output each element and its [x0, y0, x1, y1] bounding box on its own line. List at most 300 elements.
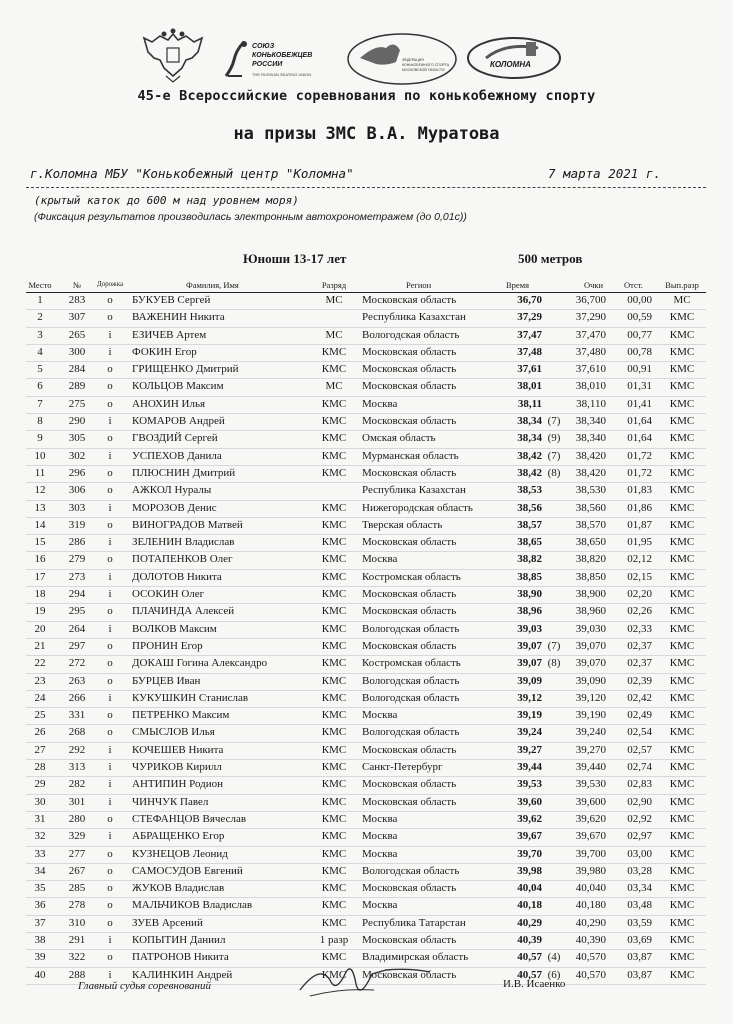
points-cell: 40,040: [575, 882, 606, 895]
rank-cell: КМС: [321, 553, 347, 566]
lane-cell: i: [108, 415, 112, 428]
lane-cell: i: [108, 933, 112, 946]
tiebreak-cell: (6): [547, 968, 561, 981]
gap-cell: 02,97: [627, 830, 652, 843]
bib-number: 322: [68, 951, 86, 964]
performed-rank-cell: КМС: [669, 709, 695, 722]
gap-cell: 02,33: [627, 622, 652, 635]
lane-cell: о: [107, 294, 113, 306]
gap-cell: 02,83: [627, 778, 652, 791]
tiebreak-cell: (7): [547, 415, 561, 428]
coat-of-arms-icon: [140, 28, 206, 84]
lane-cell: i: [108, 778, 112, 791]
region-cell: Московская область: [362, 882, 457, 895]
time-cell: 37,61: [517, 363, 542, 376]
lane-cell: i: [108, 830, 112, 843]
bib-number: 301: [68, 795, 86, 808]
table-row: [26, 656, 706, 673]
athlete-name: ЧИНЧУК Павел: [132, 795, 209, 808]
region-cell: Вологодская область: [362, 864, 460, 877]
rank-cell: КМС: [321, 345, 347, 358]
gap-cell: 00,59: [627, 311, 652, 324]
rank-cell: КМС: [321, 622, 347, 635]
place-cell: 19: [34, 605, 46, 618]
lane-cell: i: [108, 691, 112, 704]
bib-number: 300: [68, 345, 86, 358]
time-cell: 39,62: [517, 812, 542, 825]
table-row: [26, 328, 706, 345]
region-cell: Московская область: [362, 466, 457, 479]
points-cell: 37,470: [575, 328, 606, 341]
bib-number: 273: [68, 570, 86, 583]
performed-rank-cell: КМС: [669, 795, 695, 808]
athlete-name: КОЛЬЦОВ Максим: [132, 380, 224, 393]
region-cell: Московская область: [362, 933, 457, 946]
time-cell: 38,01: [517, 380, 542, 393]
gap-cell: 02,39: [627, 674, 652, 687]
skater-icon: [222, 40, 252, 80]
time-cell: 40,57: [517, 968, 542, 981]
points-cell: 39,240: [575, 726, 606, 739]
age-group: Юноши 13-17 лет: [243, 251, 347, 266]
points-cell: 38,010: [575, 380, 606, 393]
athlete-name: АНТИПИН Родион: [132, 778, 224, 791]
athlete-name: ВИНОГРАДОВ Матвей: [132, 518, 243, 531]
tiebreak-cell: (4): [547, 951, 561, 964]
lane-cell: о: [107, 657, 113, 670]
athlete-name: БУРЦЕВ Иван: [132, 674, 201, 687]
performed-rank-cell: КМС: [669, 899, 695, 912]
table-row: [26, 466, 706, 483]
region-cell: Нижегородская область: [362, 501, 473, 514]
bib-number: 292: [68, 743, 86, 756]
region-cell: Республика Казахстан: [362, 311, 466, 324]
rank-cell: КМС: [321, 882, 347, 895]
region-cell: Вологодская область: [362, 328, 460, 341]
place-cell: 29: [34, 778, 46, 791]
bib-number: 307: [68, 311, 86, 324]
performed-rank-cell: КМС: [669, 588, 695, 601]
athlete-name: САМОСУДОВ Евгений: [132, 864, 243, 877]
place-cell: 25: [34, 709, 46, 722]
table-row: [26, 535, 706, 552]
lane-cell: о: [107, 484, 113, 497]
time-cell: 40,57: [517, 951, 542, 964]
table-row: [26, 812, 706, 829]
athlete-name: ПЛАЧИНДА Алексей: [132, 605, 235, 618]
performed-rank-cell: КМС: [669, 691, 695, 704]
place-cell: 30: [34, 795, 46, 808]
rank-cell: КМС: [321, 847, 347, 860]
points-cell: 40,180: [575, 899, 606, 912]
gap-cell: 01,72: [627, 466, 652, 479]
table-row: [26, 708, 706, 725]
lane-cell: о: [107, 916, 113, 929]
performed-rank-cell: МС: [673, 294, 691, 306]
lane-cell: о: [107, 882, 113, 895]
time-cell: 39,27: [517, 743, 542, 756]
place-cell: 12: [34, 484, 46, 497]
rank-cell: МС: [325, 380, 343, 393]
place-cell: 3: [37, 328, 43, 341]
lane-cell: i: [108, 501, 112, 514]
points-cell: 38,530: [575, 484, 606, 497]
table-header: [26, 278, 706, 292]
athlete-name: ФОКИН Егор: [132, 345, 197, 358]
place-cell: 26: [34, 726, 46, 739]
time-cell: 39,03: [517, 622, 542, 635]
table-row: [26, 916, 706, 933]
time-cell: 39,44: [517, 761, 542, 774]
table-row: [26, 674, 706, 691]
performed-rank-cell: КМС: [669, 363, 695, 376]
performed-rank-cell: КМС: [669, 933, 695, 946]
performed-rank-cell: КМС: [669, 397, 695, 410]
time-cell: 39,60: [517, 795, 542, 808]
lane-cell: i: [108, 622, 112, 635]
place-cell: 21: [34, 639, 46, 652]
athlete-name: ЕЗИЧЕВ Артем: [132, 328, 207, 341]
lane-cell: i: [108, 536, 112, 549]
rank-cell: КМС: [321, 449, 347, 462]
points-cell: 36,700: [575, 294, 606, 306]
rank-cell: КМС: [321, 968, 347, 981]
region-cell: Мурманская область: [362, 449, 459, 462]
tiebreak-cell: (8): [547, 657, 561, 670]
rank-cell: КМС: [321, 864, 347, 877]
time-cell: 39,19: [517, 709, 542, 722]
time-cell: 36,70: [517, 294, 542, 306]
place-cell: 7: [37, 397, 43, 410]
gap-cell: 00,91: [627, 363, 652, 376]
table-row: [26, 483, 706, 500]
athlete-name: ПЕТРЕНКО Максим: [132, 709, 230, 722]
table-row: [26, 449, 706, 466]
place-cell: 15: [34, 536, 46, 549]
place-cell: 14: [34, 518, 46, 531]
region-cell: Вологодская область: [362, 726, 460, 739]
athlete-name: ПРОНИН Егор: [132, 639, 203, 652]
rank-cell: КМС: [321, 726, 347, 739]
lane-cell: i: [108, 449, 112, 462]
performed-rank-cell: КМС: [669, 328, 695, 341]
lane-cell: i: [108, 570, 112, 583]
table-row: [26, 293, 706, 310]
athlete-name: ПОТАПЕНКОВ Олег: [132, 553, 233, 566]
points-cell: 38,850: [575, 570, 606, 583]
athlete-name: ВАЖЕНИН Никита: [132, 311, 225, 324]
gap-cell: 02,37: [627, 657, 652, 670]
bib-number: 310: [68, 916, 86, 929]
region-cell: Костромская область: [362, 657, 461, 670]
time-cell: 40,39: [517, 933, 542, 946]
time-cell: 38,42: [517, 449, 542, 462]
athlete-name: МАЛЬЧИКОВ Владислав: [132, 899, 253, 912]
lane-cell: о: [107, 397, 113, 410]
rank-cell: КМС: [321, 588, 347, 601]
gap-cell: 01,83: [627, 484, 652, 497]
bib-number: 313: [68, 761, 86, 774]
tiebreak-cell: (7): [547, 449, 561, 462]
time-cell: 38,90: [517, 588, 542, 601]
table-row: [26, 933, 706, 950]
table-row: [26, 743, 706, 760]
table-row: [26, 622, 706, 639]
bib-number: 294: [68, 588, 86, 601]
place-cell: 10: [34, 449, 46, 462]
region-cell: Московская область: [362, 605, 457, 618]
place-cell: 22: [34, 657, 46, 670]
place-cell: 4: [37, 345, 43, 358]
union-logo-text: СОЮЗ КОНЬКОБЕЖЦЕВ РОССИИ: [252, 43, 313, 68]
rank-cell: КМС: [321, 830, 347, 843]
points-cell: 38,820: [575, 553, 606, 566]
gap-cell: 02,92: [627, 812, 652, 825]
divider: [26, 187, 706, 188]
table-row: [26, 345, 706, 362]
tiebreak-cell: (9): [547, 432, 561, 445]
rank-cell: КМС: [321, 812, 347, 825]
skating-union-logo: [218, 34, 328, 86]
place-cell: 11: [34, 466, 46, 479]
points-cell: 40,290: [575, 916, 606, 929]
event-date: 7 марта 2021 г.: [548, 166, 661, 181]
athlete-name: ЖУКОВ Владислав: [132, 882, 225, 895]
points-cell: 38,340: [575, 432, 606, 445]
gap-cell: 03,59: [627, 916, 652, 929]
region-cell: Тверская область: [362, 518, 443, 531]
rank-cell: МС: [325, 328, 343, 341]
rank-cell: КМС: [321, 415, 347, 428]
region-cell: Московская область: [362, 536, 457, 549]
gap-cell: 03,00: [627, 847, 652, 860]
gap-cell: 02,57: [627, 743, 652, 756]
bib-number: 282: [68, 778, 86, 791]
bib-number: 279: [68, 553, 86, 566]
lane-cell: i: [108, 968, 112, 981]
place-cell: 5: [37, 363, 43, 376]
table-row: [26, 639, 706, 656]
bib-number: 275: [68, 397, 86, 410]
bib-number: 286: [68, 536, 86, 549]
time-cell: 37,29: [517, 311, 542, 324]
lane-cell: о: [107, 812, 113, 825]
rank-cell: КМС: [321, 536, 347, 549]
gap-cell: 01,72: [627, 449, 652, 462]
lane-cell: о: [107, 674, 113, 687]
rank-cell: КМС: [321, 501, 347, 514]
athlete-name: УСПЕХОВ Данила: [132, 449, 222, 462]
athlete-name: КАЛИНКИН Андрей: [132, 968, 233, 981]
table-row: [26, 587, 706, 604]
athlete-name: КУЗНЕЦОВ Леонид: [132, 847, 228, 860]
bib-number: 303: [68, 501, 86, 514]
time-cell: 37,48: [517, 345, 542, 358]
place-cell: 24: [34, 691, 46, 704]
region-cell: Московская область: [362, 345, 457, 358]
bib-number: 268: [68, 726, 86, 739]
place-cell: 32: [34, 830, 46, 843]
place-cell: 36: [34, 899, 46, 912]
performed-rank-cell: КМС: [669, 536, 695, 549]
region-cell: Вологодская область: [362, 674, 460, 687]
time-cell: 38,34: [517, 415, 542, 428]
region-cell: Московская область: [362, 294, 457, 306]
lane-cell: о: [107, 864, 113, 877]
rank-cell: КМС: [321, 639, 347, 652]
gap-cell: 01,86: [627, 501, 652, 514]
performed-rank-cell: КМС: [669, 830, 695, 843]
bib-number: 296: [68, 466, 86, 479]
time-cell: 39,98: [517, 864, 542, 877]
points-cell: 39,070: [575, 657, 606, 670]
federation-logo-text: ФЕДЕРАЦИЯ КОНЬКОБЕЖНОГО СПОРТА МОСКОВСКОЙ ОБЛАСТИ: [402, 58, 450, 72]
rank-cell: КМС: [321, 466, 347, 479]
rank-cell: КМС: [321, 761, 347, 774]
points-cell: 39,440: [575, 761, 606, 774]
rank-cell: МС: [325, 294, 343, 306]
rank-cell: КМС: [321, 518, 347, 531]
gap-cell: 02,49: [627, 709, 652, 722]
table-row: [26, 501, 706, 518]
rank-cell: КМС: [321, 432, 347, 445]
athlete-name: АЖКОЛ Нуралы: [132, 484, 212, 497]
performed-rank-cell: КМС: [669, 553, 695, 566]
performed-rank-cell: КМС: [669, 501, 695, 514]
gap-cell: 00,00: [627, 294, 652, 306]
time-cell: 38,82: [517, 553, 542, 566]
col-points: Очки: [584, 280, 604, 290]
gap-cell: 02,12: [627, 553, 652, 566]
time-cell: 39,67: [517, 830, 542, 843]
gap-cell: 02,20: [627, 588, 652, 601]
place-cell: 38: [34, 933, 46, 946]
gap-cell: 02,54: [627, 726, 652, 739]
athlete-name: КОЧЕШЕВ Никита: [132, 743, 224, 756]
place-cell: 40: [34, 968, 46, 981]
athlete-name: ДОЛОТОВ Никита: [132, 570, 222, 583]
region-cell: Москва: [362, 397, 398, 410]
lane-cell: о: [107, 605, 113, 618]
rank-cell: КМС: [321, 397, 347, 410]
athlete-name: КОМАРОВ Андрей: [132, 415, 225, 428]
lane-cell: i: [108, 743, 112, 756]
tiebreak-cell: (7): [547, 639, 561, 652]
points-cell: 40,570: [575, 968, 606, 981]
col-lane: Дорожка: [96, 280, 124, 288]
region-cell: Московская область: [362, 795, 457, 808]
performed-rank-cell: КМС: [669, 657, 695, 670]
gap-cell: 01,64: [627, 415, 652, 428]
table-row: [26, 829, 706, 846]
athlete-name: ЧУРИКОВ Кирилл: [132, 761, 222, 774]
region-cell: Московская область: [362, 968, 457, 981]
rank-cell: КМС: [321, 951, 347, 964]
points-cell: 39,700: [575, 847, 606, 860]
time-cell: 40,04: [517, 882, 542, 895]
performed-rank-cell: КМС: [669, 951, 695, 964]
rank-cell: КМС: [321, 570, 347, 583]
athlete-name: АНОХИН Илья: [132, 397, 206, 410]
bib-number: 290: [68, 415, 86, 428]
performed-rank-cell: КМС: [669, 674, 695, 687]
rank-cell: КМС: [321, 709, 347, 722]
time-cell: 40,29: [517, 916, 542, 929]
bib-number: 264: [68, 622, 86, 635]
gap-cell: 01,64: [627, 432, 652, 445]
bib-number: 297: [68, 639, 86, 652]
judge-name: И.В. Исаенко: [503, 978, 566, 990]
logo-bar: [0, 26, 733, 90]
table-row: [26, 725, 706, 742]
place-cell: 20: [34, 622, 46, 635]
athlete-name: ВОЛКОВ Максим: [132, 622, 217, 635]
athlete-name: ГВОЗДИЙ Сергей: [132, 432, 218, 445]
col-gap: Отст.: [624, 280, 643, 290]
bib-number: 272: [68, 657, 86, 670]
bib-number: 277: [68, 847, 86, 860]
event-title: 45-е Всероссийские соревнования по конькобежному спорту: [137, 88, 596, 104]
points-cell: 39,270: [575, 743, 606, 756]
bib-number: 331: [68, 709, 86, 722]
table-row: [26, 604, 706, 621]
region-cell: Вологодская область: [362, 622, 460, 635]
gap-cell: 02,90: [627, 795, 652, 808]
place-cell: 39: [34, 951, 46, 964]
performed-rank-cell: КМС: [669, 605, 695, 618]
points-cell: 39,030: [575, 622, 606, 635]
performed-rank-cell: КМС: [669, 812, 695, 825]
bib-number: 280: [68, 812, 86, 825]
bib-number: 295: [68, 605, 86, 618]
region-cell: Московская область: [362, 639, 457, 652]
points-cell: 38,900: [575, 588, 606, 601]
distance: 500 метров: [518, 251, 583, 266]
points-cell: 39,120: [575, 691, 606, 704]
gap-cell: 03,87: [627, 968, 652, 981]
col-num: №: [72, 280, 82, 290]
table-row: [26, 431, 706, 448]
table-row: [26, 518, 706, 535]
bib-number: 329: [68, 830, 86, 843]
gap-cell: 01,31: [627, 380, 652, 393]
judge-label: Главный судья соревнований: [78, 980, 212, 992]
table-row: [26, 881, 706, 898]
time-cell: 39,07: [517, 639, 542, 652]
points-cell: 39,670: [575, 830, 606, 843]
region-cell: Костромская область: [362, 570, 461, 583]
region-cell: Республика Казахстан: [362, 484, 466, 497]
lane-cell: о: [107, 709, 113, 722]
time-cell: 39,12: [517, 691, 542, 704]
performed-rank-cell: КМС: [669, 778, 695, 791]
athlete-name: ГРИЩЕНКО Дмитрий: [132, 363, 239, 376]
points-cell: 38,570: [575, 518, 606, 531]
points-cell: 37,480: [575, 345, 606, 358]
time-cell: 38,96: [517, 605, 542, 618]
place-cell: 16: [34, 553, 46, 566]
gap-cell: 03,34: [627, 882, 652, 895]
place-cell: 13: [34, 501, 46, 514]
col-time: Время: [506, 280, 529, 290]
lane-cell: i: [108, 345, 112, 358]
table-row: [26, 760, 706, 777]
time-cell: 40,18: [517, 899, 542, 912]
bib-number: 283: [68, 294, 86, 306]
region-cell: Владимирская область: [362, 951, 469, 964]
bib-number: 305: [68, 432, 86, 445]
athlete-name: АБРАЩЕНКО Егор: [132, 830, 225, 843]
